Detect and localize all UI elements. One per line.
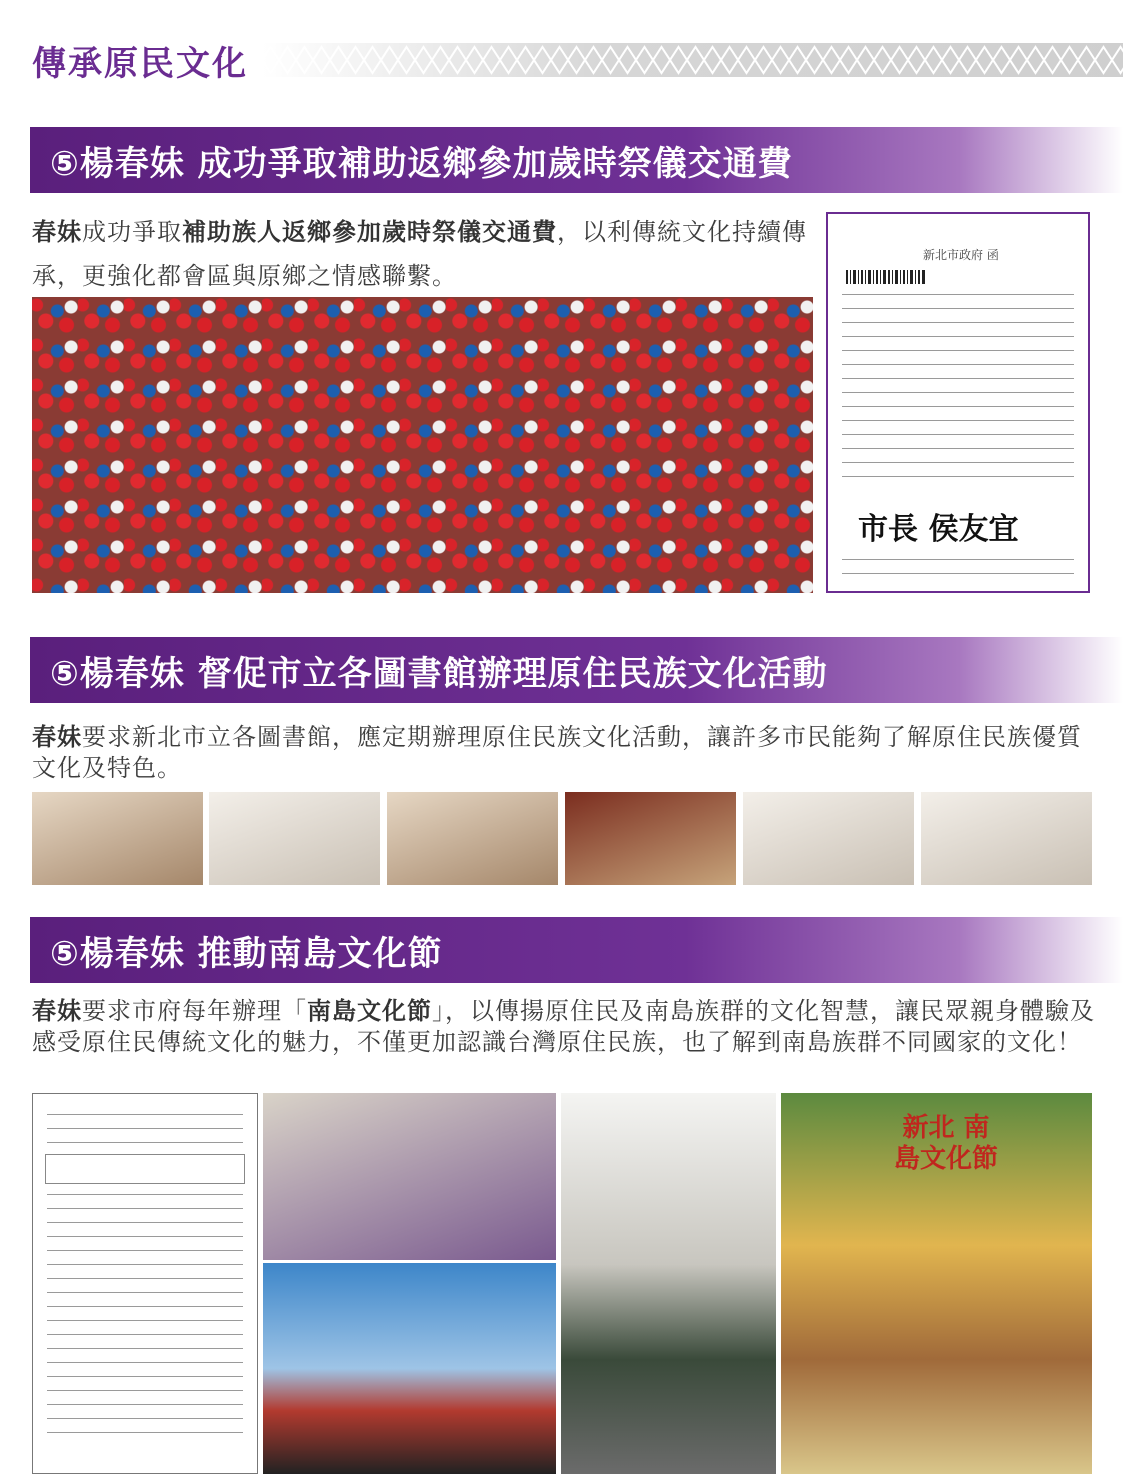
section2-lead: 春妹 [32, 723, 82, 751]
section-header-transport-subsidy: ⑤楊春妹 成功爭取補助返鄉參加歲時祭儀交通費 [30, 127, 1123, 193]
section3-paragraph [32, 996, 1102, 1058]
doc-text-lines [842, 294, 1074, 484]
library-activity-photo-3 [387, 792, 558, 885]
section3-lead: 春妹 [32, 997, 82, 1025]
section3-mid: 要求市府每年辦理「 [82, 997, 307, 1025]
doc2-header-lines [47, 1114, 243, 1144]
section-header-austronesian-festival: ⑤楊春妹 推動南島文化節 [30, 917, 1123, 983]
doc2-text-lines [47, 1194, 243, 1444]
festival-sign: 新北 南島文化節 [893, 1113, 998, 1175]
meeting-photo [263, 1093, 556, 1260]
section3-rest: 」，以傳揚原住民及南島族群的文化智慧，讓民眾親身體驗及感受原住民傳統文化的魅力，不僅更加認識台灣原住民族，也了解到南島族群不同國家的文化！ [32, 997, 1095, 1057]
section1-rest: ，以利傳統文化持續傳承，更強化都會區與原鄉之情感聯繫。 [32, 218, 807, 290]
doc-title: 新北市政府 函 [923, 248, 999, 262]
council-question-document-image [32, 1093, 258, 1474]
ceremony-crowd-photo [32, 297, 813, 593]
section1-lead: 春妹 [32, 218, 82, 246]
library-activity-photo-2 [209, 792, 380, 885]
section-header-library-activities: ⑤楊春妹 督促市立各圖書館辦理原住民族文化活動 [30, 637, 1123, 703]
doc-footer-lines [842, 559, 1074, 575]
section1-bold: 補助族人返鄉參加歲時祭儀交通費 [182, 218, 557, 246]
doc2-table [45, 1154, 245, 1184]
page-title: 傳承原民文化 [32, 44, 248, 84]
library-activity-photo-5 [743, 792, 914, 885]
zigzag-pattern [262, 43, 1123, 77]
doc-signature: 市長 侯友宜 [858, 512, 1019, 547]
barcode-icon [846, 270, 926, 284]
section1-paragraph [32, 210, 817, 298]
section2-rest: 要求新北市立各圖書館，應定期辦理原住民族文化活動，讓許多市民能夠了解原住民族優質文化及特色。 [32, 723, 1082, 783]
dance-performance-photo [263, 1263, 556, 1474]
library-activity-photo-6 [921, 792, 1092, 885]
title-decorative-band [262, 43, 1123, 77]
festival-gate-photo [561, 1093, 776, 1474]
section3-bold: 南島文化節 [307, 997, 432, 1025]
library-activity-photo-1 [32, 792, 203, 885]
section2-paragraph [32, 722, 1102, 784]
library-activity-photo-4 [565, 792, 736, 885]
official-letter-image [826, 212, 1090, 593]
festival-group-photo [781, 1093, 1092, 1474]
section1-mid: 成功爭取 [82, 218, 182, 246]
